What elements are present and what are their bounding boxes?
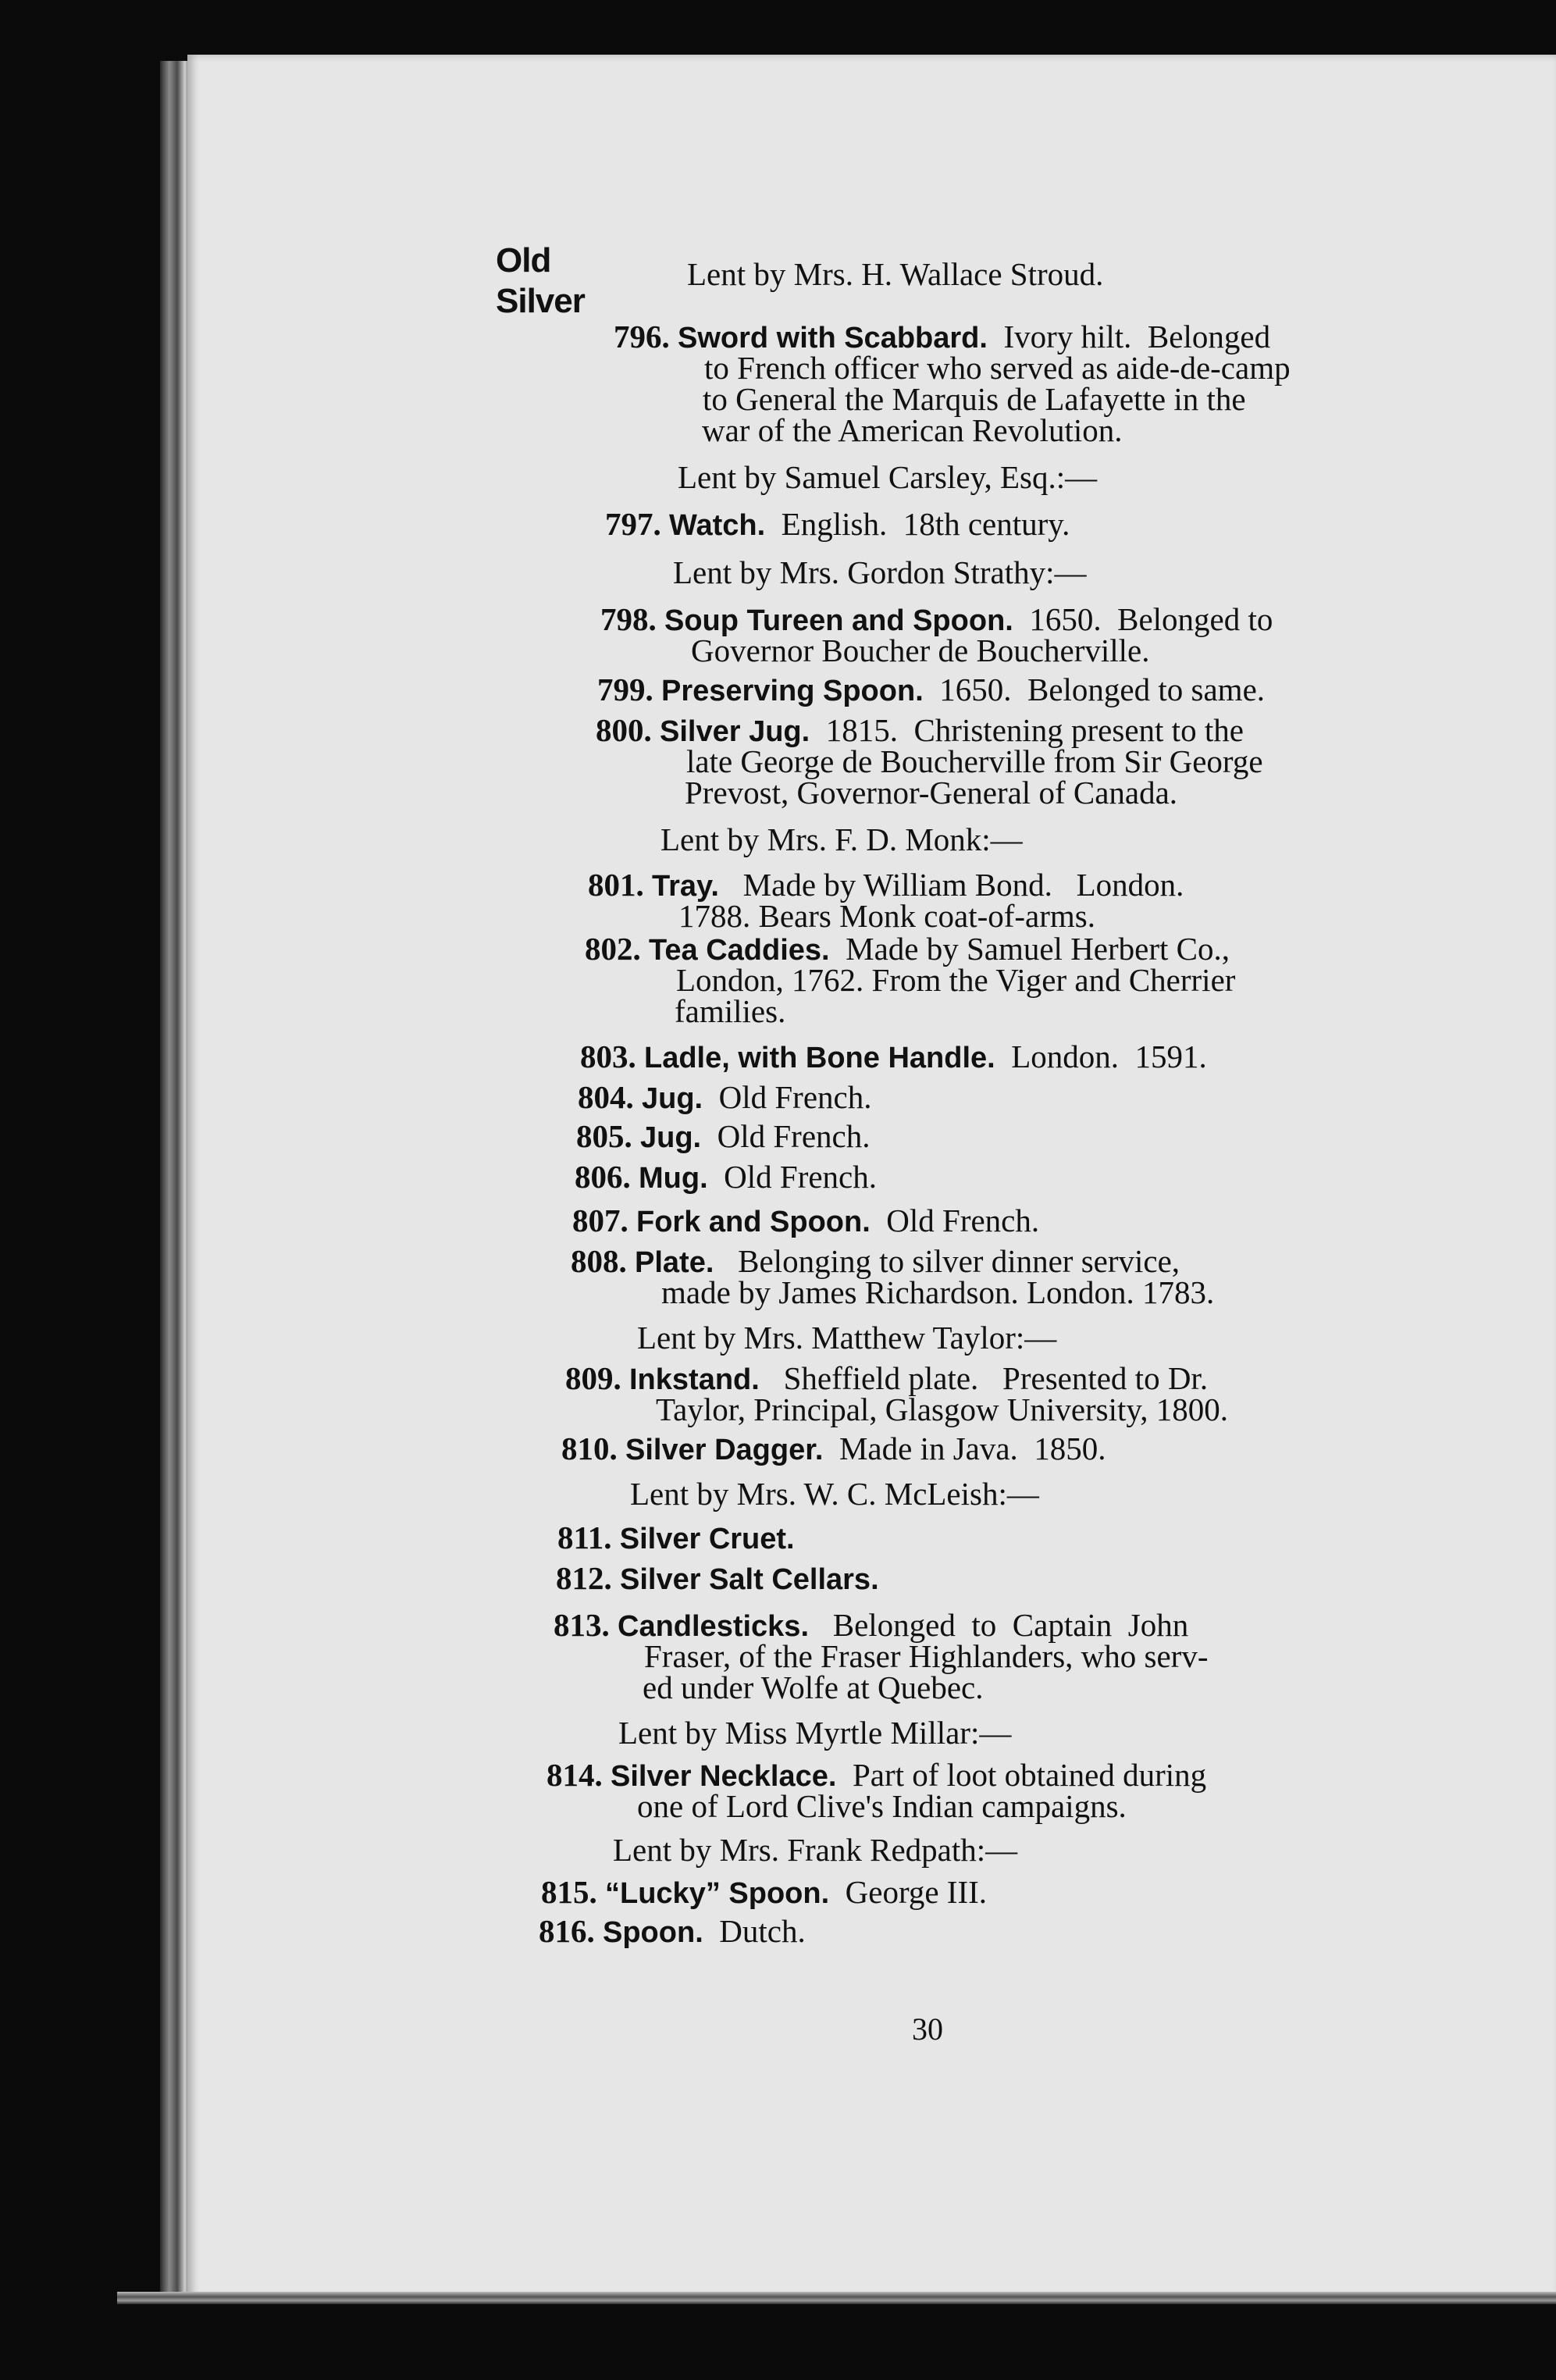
entry-title: Jug. xyxy=(642,1082,703,1115)
entry-number: 816. xyxy=(539,1913,595,1949)
entry-title: Candlesticks. xyxy=(618,1610,809,1643)
catalogue-entry xyxy=(572,1202,1039,1240)
lender-line: Lent by Mrs. W. C. McLeish:— xyxy=(630,1476,1039,1512)
entry-description: London. 1591. xyxy=(995,1039,1207,1074)
entry-description: Sheffield plate. Presented to Dr. xyxy=(759,1360,1209,1396)
entry-description: Dutch. xyxy=(703,1913,806,1949)
entry-title: Silver Salt Cellars. xyxy=(620,1563,879,1596)
entry-description: George III. xyxy=(829,1874,988,1910)
entry-continuation: ed under Wolfe at Quebec. xyxy=(643,1669,984,1705)
entry-continuation: Fraser, of the Fraser Highlanders, who serv- xyxy=(644,1638,1209,1674)
entry-title: Preserving Spoon. xyxy=(661,675,924,707)
lender-line: Lent by Samuel Carsley, Esq.:— xyxy=(678,459,1098,495)
entry-description: Old French. xyxy=(701,1118,871,1154)
lender-line: Lent by Mrs. Matthew Taylor:— xyxy=(637,1320,1057,1356)
entry-title: Plate. xyxy=(635,1246,714,1279)
catalogue-entry xyxy=(597,672,1265,709)
entry-number: 801. xyxy=(588,867,644,903)
page-number: 30 xyxy=(912,2011,943,2047)
lender-line: Lent by Mrs. F. D. Monk:— xyxy=(660,821,1023,857)
entry-title: Soup Tureen and Spoon. xyxy=(664,604,1013,637)
entry-continuation: war of the American Revolution. xyxy=(702,412,1123,448)
entry-description: Belonging to silver dinner service, xyxy=(714,1243,1180,1279)
entry-title: Watch. xyxy=(669,509,766,542)
entry-number: 815. xyxy=(541,1874,597,1910)
catalogue-entry xyxy=(576,1118,870,1156)
entry-title: Mug. xyxy=(639,1162,708,1195)
entry-continuation: to French officer who served as aide-de-camp xyxy=(704,350,1291,386)
lender-line: Lent by Mrs. H. Wallace Stroud. xyxy=(687,256,1104,292)
entry-number: 803. xyxy=(580,1039,636,1074)
entry-number: 807. xyxy=(572,1202,628,1238)
entry-continuation: Prevost, Governor-General of Canada. xyxy=(685,775,1178,811)
entry-title: “Lucky” Spoon. xyxy=(605,1877,830,1910)
entry-number: 802. xyxy=(585,931,641,967)
entry-continuation: to General the Marquis de Lafayette in the xyxy=(703,381,1246,417)
catalogue-entry xyxy=(575,1159,877,1196)
entry-description: Old French. xyxy=(707,1159,877,1195)
catalogue-entry xyxy=(556,1560,879,1598)
catalogue-entry xyxy=(557,1520,795,1557)
entry-description: Made in Java. 1850. xyxy=(823,1430,1106,1466)
entry-number: 805. xyxy=(576,1118,632,1154)
entry-number: 809. xyxy=(565,1360,621,1396)
entry-title: Silver Dagger. xyxy=(625,1434,824,1466)
entry-continuation: Governor Boucher de Boucherville. xyxy=(691,632,1150,668)
entry-description: Belonged to Captain John xyxy=(809,1607,1189,1643)
entry-description: 1650. Belonged to same. xyxy=(923,672,1266,707)
catalogue-entry xyxy=(578,1079,871,1117)
entry-number: 799. xyxy=(597,672,653,707)
entry-title: Silver Jug. xyxy=(660,715,810,748)
entry-title: Sword with Scabbard. xyxy=(678,322,988,355)
entry-number: 804. xyxy=(578,1079,634,1115)
entry-continuation: made by James Richardson. London. 1783. xyxy=(661,1274,1215,1310)
catalogue-entry xyxy=(561,1430,1106,1468)
lender-line: Lent by Miss Myrtle Millar:— xyxy=(618,1715,1012,1751)
entry-description: Old French. xyxy=(703,1079,872,1115)
entry-continuation: late George de Boucherville from Sir George xyxy=(686,743,1263,779)
lender-line: Lent by Mrs. Gordon Strathy:— xyxy=(673,554,1087,590)
entry-number: 798. xyxy=(600,601,657,637)
entry-title: Fork and Spoon. xyxy=(636,1206,871,1238)
entry-title: Silver Cruet. xyxy=(619,1523,795,1555)
entry-number: 796. xyxy=(614,319,670,355)
entry-number: 800. xyxy=(596,712,652,748)
margin-heading-line: Old xyxy=(496,241,551,280)
entry-number: 797. xyxy=(605,506,661,542)
entry-description: 1650. Belonged to xyxy=(1013,601,1273,637)
catalogue-entry xyxy=(605,506,1070,543)
entry-title: Jug. xyxy=(640,1121,702,1154)
entry-title: Tray. xyxy=(652,870,719,903)
catalogue-entry xyxy=(580,1039,1207,1076)
entry-continuation: 1788. Bears Monk coat-of-arms. xyxy=(678,898,1096,934)
entry-number: 814. xyxy=(547,1757,603,1793)
entry-title: Spoon. xyxy=(603,1916,703,1949)
entry-description: 1815. Christening present to the xyxy=(810,712,1244,748)
entry-number: 812. xyxy=(556,1560,612,1596)
entry-description: English. 18th century. xyxy=(765,506,1070,542)
entry-continuation: Taylor, Principal, Glasgow University, 1800. xyxy=(656,1391,1228,1427)
entry-continuation: one of Lord Clive's Indian campaigns. xyxy=(637,1788,1127,1824)
entry-title: Tea Caddies. xyxy=(649,934,830,967)
entry-number: 813. xyxy=(554,1607,610,1643)
lender-line: Lent by Mrs. Frank Redpath:— xyxy=(613,1832,1018,1868)
entry-title: Ladle, with Bone Handle. xyxy=(644,1042,995,1074)
entry-continuation: families. xyxy=(675,993,786,1029)
entry-title: Silver Necklace. xyxy=(611,1760,837,1793)
margin-heading-line: Silver xyxy=(496,282,585,320)
entry-continuation: London, 1762. From the Viger and Cherrier xyxy=(676,962,1236,998)
entry-description: Made by Samuel Herbert Co., xyxy=(829,931,1230,967)
entry-description: Old French. xyxy=(870,1202,1040,1238)
entry-number: 810. xyxy=(561,1430,618,1466)
entry-description: Part of loot obtained during xyxy=(836,1757,1207,1793)
entry-number: 808. xyxy=(571,1243,627,1279)
entry-title: Inkstand. xyxy=(629,1363,760,1396)
entry-description: Made by William Bond. London. xyxy=(718,867,1184,903)
entry-description: Ivory hilt. Belonged xyxy=(987,319,1271,355)
catalogue-entry xyxy=(539,1913,806,1951)
entry-number: 806. xyxy=(575,1159,631,1195)
entry-number: 811. xyxy=(557,1520,612,1555)
catalogue-entry xyxy=(541,1874,987,1911)
